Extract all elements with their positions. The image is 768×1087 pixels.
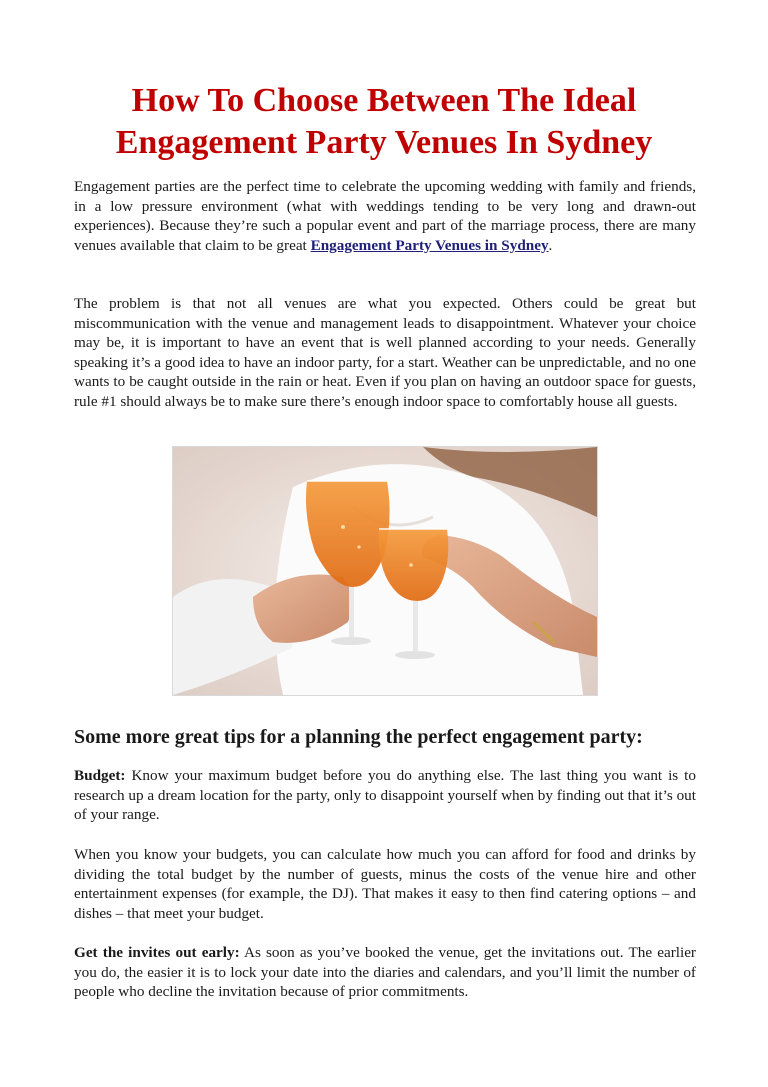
glass-left-base [331, 637, 371, 645]
tips-heading: Some more great tips for a planning the perfect engagement party: [74, 726, 643, 748]
bubble [409, 563, 413, 567]
intro-paragraph [74, 177, 696, 255]
toast-photo [172, 446, 598, 696]
bubble [357, 545, 360, 548]
intro-text-end: . [548, 236, 553, 254]
invites-paragraph [74, 943, 696, 1002]
budget-text: Know your maximum budget before you do anything else. The last thing you want is to research up a dream location for the party, only to disappoint yourself when by finding out that it’s out of your range. [74, 767, 696, 824]
problem-paragraph: The problem is that not all venues are what you expected. Others could be great but miscommunication with the venue and management leads to disappointment. Whatever your choice may be, it is important to have an event that is well planned according to your needs. Generally speaking it’s a good idea to have an indoor party, for a start. Weather can be unpredictable, and no one wants to be caught outside in the rain or heat. Even if you plan on having an outdoor space for guests, rule #1 should always be to make sure there’s enough indoor space to comfortably house all guests. [74, 295, 696, 410]
toast-illustration [173, 447, 597, 695]
budget-paragraph [74, 766, 696, 825]
invites-label: Get the invites out early: [74, 944, 240, 961]
page-title: How To Choose Between The Ideal Engagement Party Venues In Sydney [115, 82, 653, 161]
bubble [341, 525, 345, 529]
budget-followup-paragraph: When you know your budgets, you can calculate how much you can afford for food and drinks by dividing the total budget by the number of guests, minus the costs of the venue hire and other entertainment expenses (for example, the DJ). That makes it easy to then find catering options – and dishes – that meet your budget. [74, 846, 696, 922]
glass-right-base [395, 651, 435, 659]
intro-text: Engagement parties are the perfect time to celebrate the upcoming wedding with family and friends, in a low pressure environment (what with weddings tending to be very long and drawn-out experiences). Because they’re such a popular event and part of the marriage process, there are many venues available that claim to be great [74, 178, 696, 254]
budget-label: Budget: [74, 767, 126, 784]
glass-right-stem [413, 601, 418, 653]
venues-link[interactable]: Engagement Party Venues in Sydney [310, 236, 549, 254]
glass-left-stem [349, 587, 354, 639]
invites-text: As soon as you’ve booked the venue, get the invitations out. The earlier you do, the easier it is to lock your date into the diaries and calendars, and you’ll limit the number of people who decline the invitation because of prior commitments. [74, 944, 696, 1001]
